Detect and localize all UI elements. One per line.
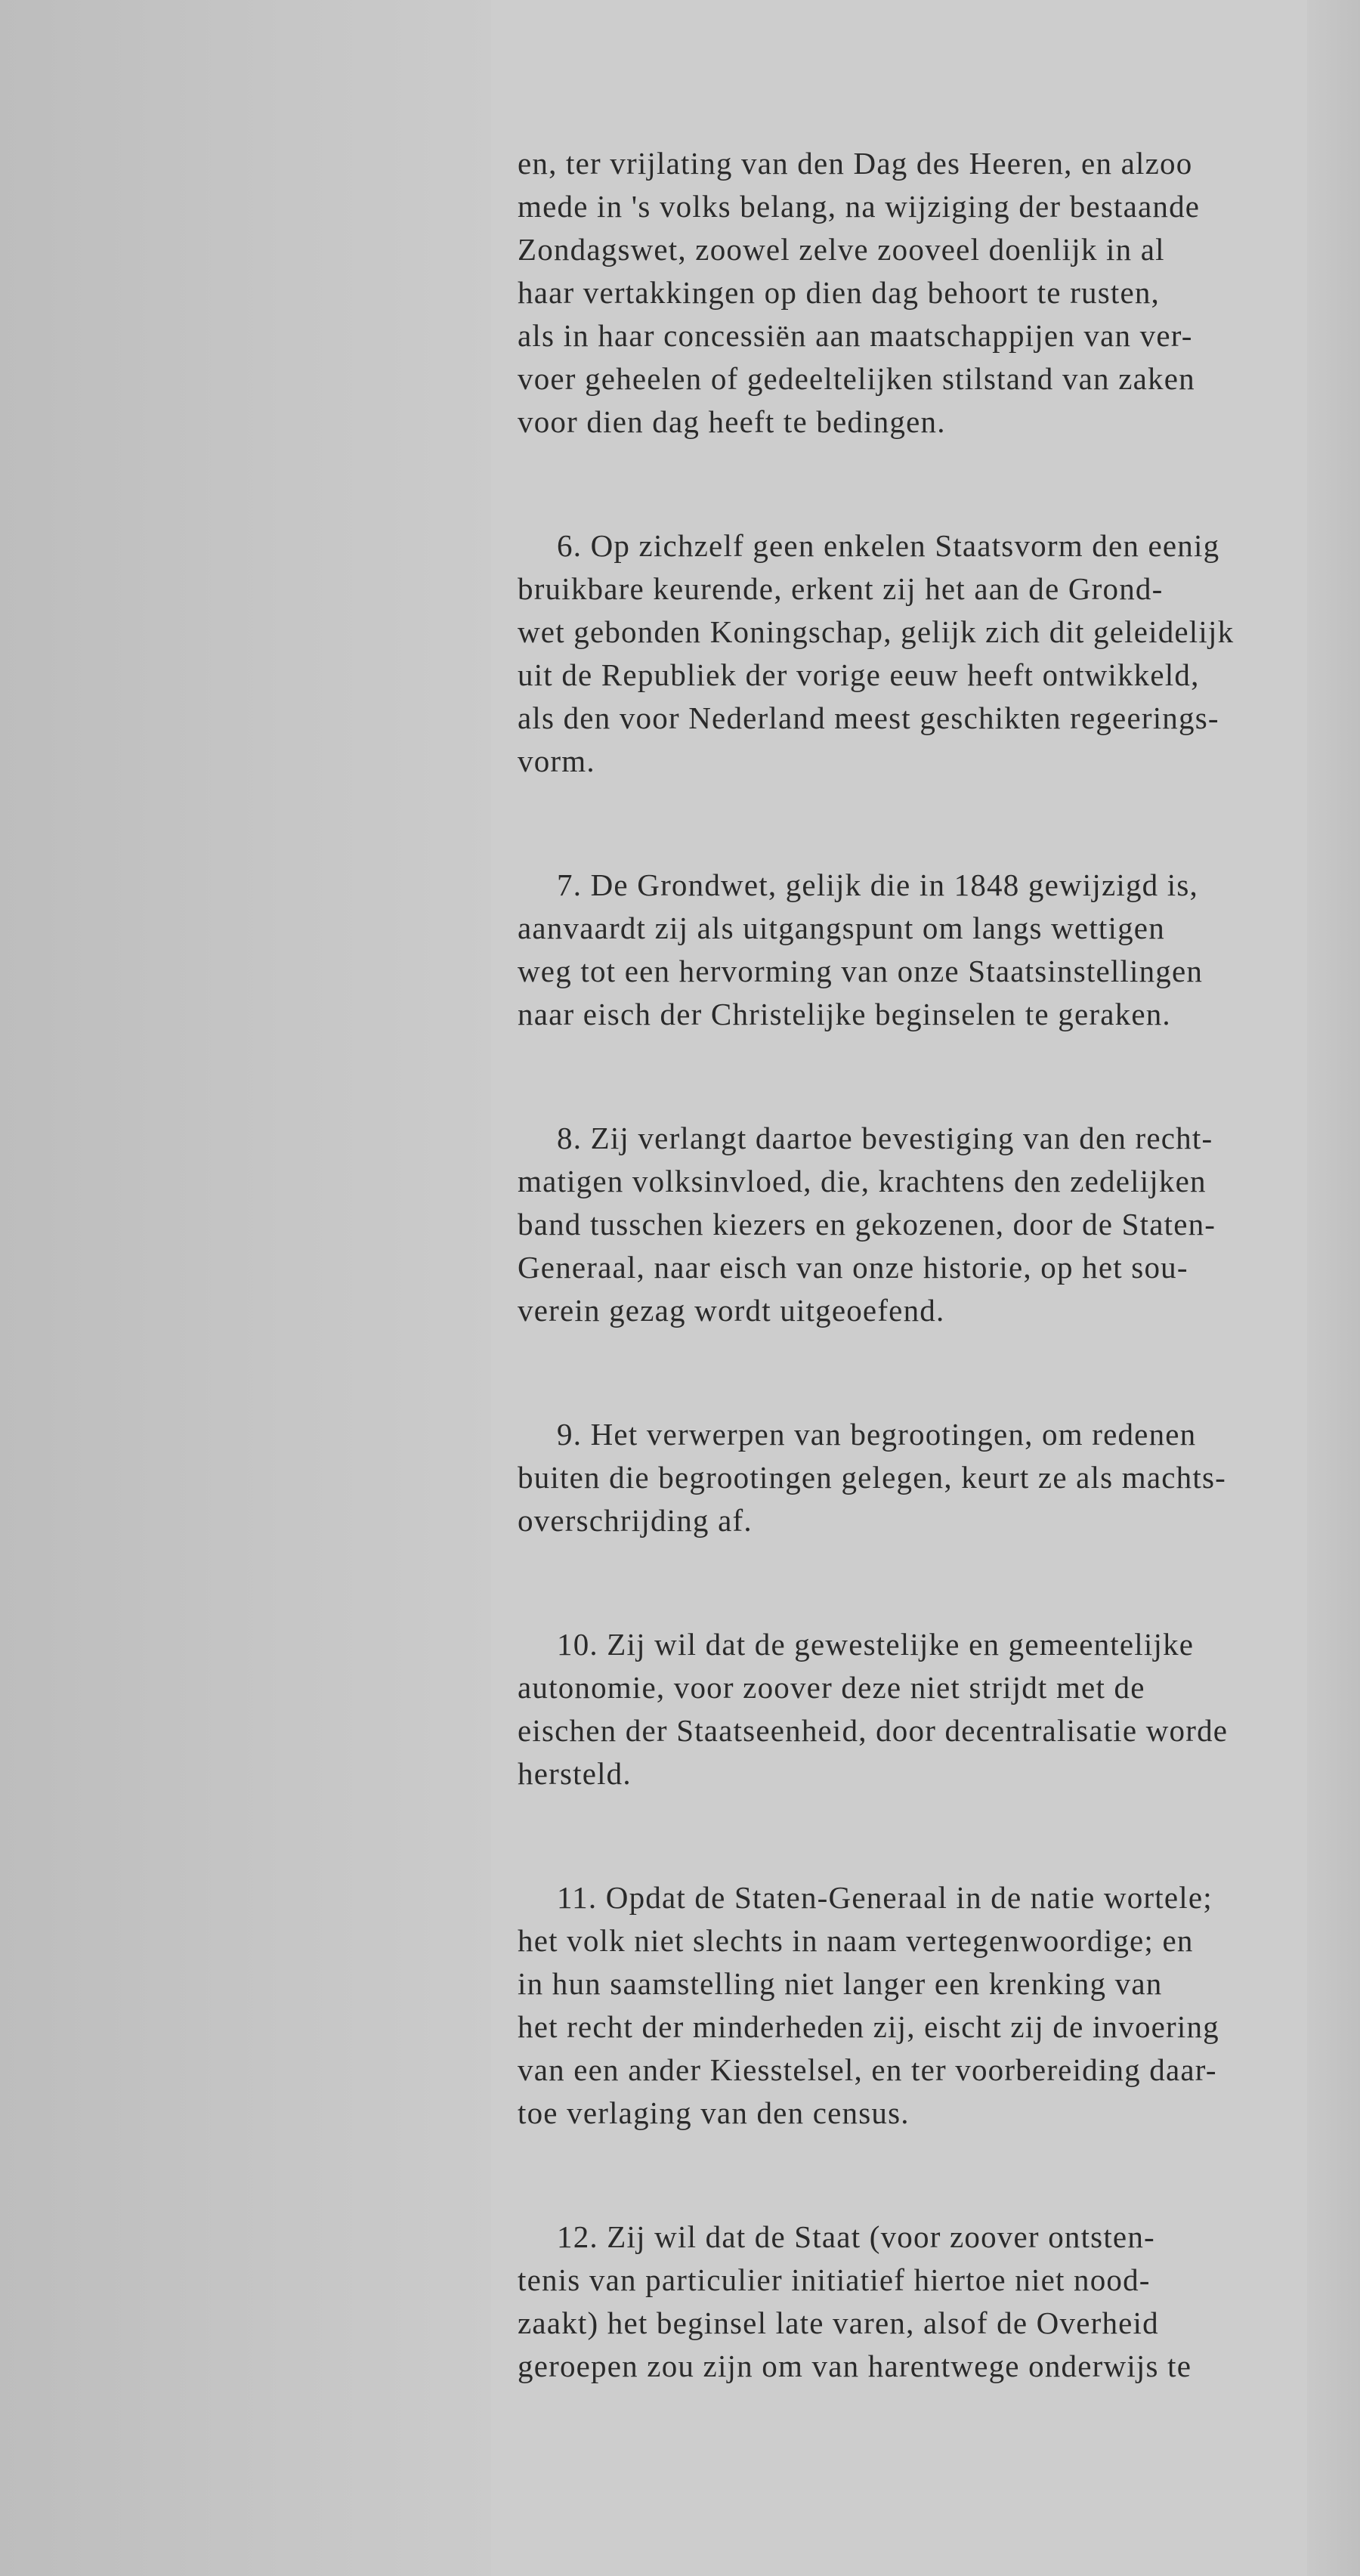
article-9: 9. Het verwerpen van begrootingen, om redenen buiten die begrootingen gelegen, keurt ze als machts- overschrijding af.	[518, 1417, 1226, 1538]
scan-margin-right	[1307, 0, 1360, 2576]
article-6: 6. Op zichzelf geen enkelen Staatsvorm den eenig bruikbare keurende, erkent zij het aan de Grond- wet gebonden Koningschap, gelijk zich dit geleidelijk uit de Republiek der vorige eeuw heeft ontwikkeld, als den voor Nederland meest geschikten regeerings- vorm.	[518, 528, 1235, 778]
article-11: 11. Opdat de Staten-Generaal in de natie wortele; het volk niet slechts in naam vertegenwoordige; en in hun saamstelling niet langer een krenking van het recht der minderheden zij, eischt zij de invoering van een ander Kiesstelsel, en ter voorbereiding daar- toe verlaging van den census.	[518, 1880, 1219, 2130]
paragraph-continuation: en, ter vrijlating van den Dag des Heeren, en alzoo mede in 's volks belang, na wijziging der bestaande Zondagswet, zoowel zelve zooveel doenlijk in al haar vertakkingen op dien dag behoort te rusten, als in haar concessiën aan maatschappijen van ver- voer geheelen of gedeeltelijken stilstand van zaken voor dien dag heeft te bedingen.	[518, 146, 1201, 439]
article-10: 10. Zij wil dat de gewestelijke en gemeentelijke autonomie, voor zoover deze niet strijdt met de eischen der Staatseenheid, door decentralisatie worde hersteld.	[518, 1627, 1229, 1791]
article-12: 12. Zij wil dat de Staat (voor zoover ontsten- tenis van particulier initiatief hiertoe niet nood- zaakt) het beginsel late varen, alsof de Overheid geroepen zou zijn om van harentwege onderwijs te	[518, 2219, 1192, 2383]
scan-margin-left	[0, 0, 491, 2576]
document-body	[518, 142, 1290, 2388]
article-8: 8. Zij verlangt daartoe bevestiging van den recht- matigen volksinvloed, die, krachtens den zedelijken band tusschen kiezers en gekozenen, door de Staten- Generaal, naar eisch van onze historie, op het sou- verein gezag wordt uitgeoefend.	[518, 1121, 1216, 1328]
article-7: 7. De Grondwet, gelijk die in 1848 gewijzigd is, aanvaardt zij als uitgangspunt om langs wettigen weg tot een hervorming van onze Staatsinstellingen naar eisch der Christelijke beginselen te geraken.	[518, 867, 1204, 1031]
